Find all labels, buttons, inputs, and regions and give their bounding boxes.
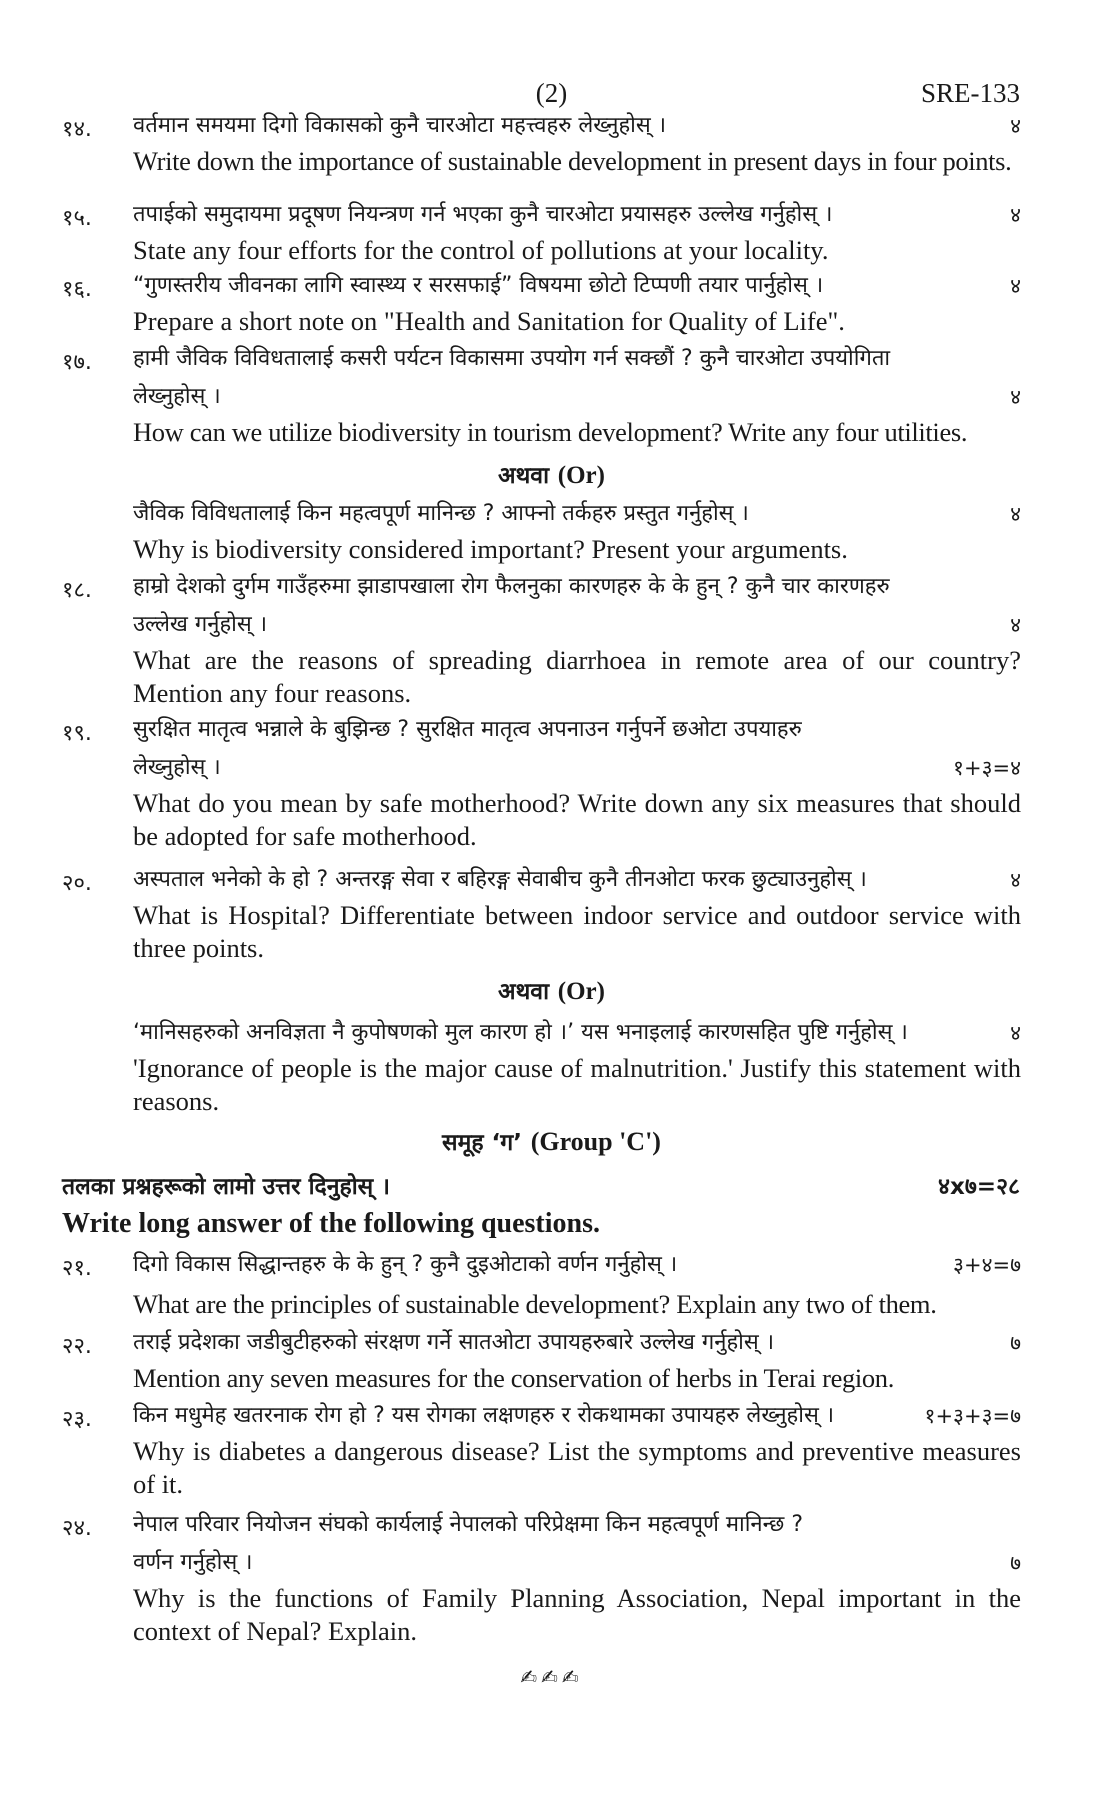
question-text-english: Why is diabetes a dangerous disease? List the symptoms and preventive measures of it. [133, 1436, 1021, 1499]
or-divider [0, 974, 1103, 1006]
question-text-english: What do you mean by safe motherhood? Write down any six measures that should be adopted for safe motherhood. [133, 788, 1021, 851]
question-text-english: Write down the importance of sustainable development in present days in four points. [133, 146, 1012, 176]
question-marks: ७ [1010, 1551, 1021, 1575]
question-text-nepali-line-1: हाम्रो देशको दुर्गम गाउँहरुमा झाडापखाला रोग फैलनुका कारणहरु के के हुन् ? कुनै चार कारणहरु [133, 574, 890, 599]
question-number: १७. [62, 350, 92, 375]
question-text-nepali: “गुणस्तरीय जीवनका लागि स्वास्थ्य र सरसफाई” विषयमा छोटो टिप्पणी तयार पार्नुहोस् । ४ [133, 267, 1021, 305]
question-number: २३. [62, 1407, 92, 1432]
group-instruction-nepali: तलका प्रश्नहरूको लामो उत्तर दिनुहोस् । ४x७=२८ [62, 1169, 1020, 1201]
question-marks: ४ [1010, 868, 1021, 892]
alternative-text-english: 'Ignorance of people is the major cause of malnutrition.' Justify this statement with reasons. [133, 1053, 1021, 1116]
or-label-nepali: अथवा [498, 979, 550, 1005]
question-21 [62, 1246, 1022, 1321]
question-text-nepali: दिगो विकास सिद्धान्तहरु के के हुन् ? कुनै दुइओटाको वर्णन गर्नुहोस् । ३+४=७ [133, 1246, 1021, 1284]
group-heading [0, 1125, 1103, 1157]
question-23 [62, 1397, 1022, 1501]
alternative-text-nepali: जैविक विविधतालाई किन महत्वपूर्ण मानिन्छ ? आफ्नो तर्कहरु प्रस्तुत गर्नुहोस् । ४ [133, 495, 1021, 533]
or-label-nepali: अथवा [498, 463, 550, 489]
page-number: (2) [535, 78, 568, 108]
question-17 [62, 340, 1022, 449]
question-text-english: Mention any seven measures for the conservation of herbs in Terai region. [133, 1363, 894, 1393]
alternative-text-nepali: ‘मानिसहरुको अनविज्ञता नै कुपोषणको मुल कारण हो ।’ यस भनाइलाई कारणसहित पुष्टि गर्नुहोस् । ४ [133, 1014, 1021, 1052]
question-text-nepali-line-1: हामी जैविक विविधतालाई कसरी पर्यटन विकासमा उपयोग गर्न सक्छौं ? कुनै चारओटा उपयोगिता [133, 346, 891, 371]
question-text-nepali: वर्तमान समयमा दिगो विकासको कुनै चारओटा महत्त्वहरु लेख्नुहोस् । ४ [133, 107, 1021, 145]
question-16 [62, 267, 1022, 338]
question-number: १९. [62, 721, 92, 746]
or-divider [0, 458, 1103, 490]
group-instruction-english: Write long answer of the following questions. [62, 1208, 600, 1239]
question-marks: १+३+३=७ [924, 1404, 1021, 1428]
question-text-nepali-line-2: लेख्नुहोस् । १+३=४ [133, 749, 1021, 787]
group-marks: ४x७=२८ [938, 1174, 1020, 1200]
question-text-nepali: तपाईको समुदायमा प्रदूषण नियन्त्रण गर्न भएका कुनै चारओटा प्रयासहरु उल्लेख गर्नुहोस् । ४ [133, 196, 1021, 234]
question-marks: ४ [1010, 114, 1021, 138]
question-text-nepali-line-2: उल्लेख गर्नुहोस् । ४ [133, 606, 1021, 644]
question-text-english: What are the reasons of spreading diarrhoea in remote area of our country? Mention any four reasons. [133, 645, 1021, 708]
alternative-text-english: Why is biodiversity considered important? Present your arguments. [133, 534, 848, 564]
group-heading-nepali: समूह ‘ग’ [442, 1130, 522, 1156]
question-marks: ४ [1010, 203, 1021, 227]
question-22 [62, 1324, 1022, 1395]
question-marks: ४ [1010, 502, 1021, 526]
question-text-nepali-line-1: सुरक्षित मातृत्व भन्नाले के बुझिन्छ ? सुरक्षित मातृत्व अपनाउन गर्नुपर्ने छओटा उपयाहरु [133, 717, 802, 742]
question-text-nepali: अस्पताल भनेको के हो ? अन्तरङ्ग सेवा र बहिरङ्ग सेवाबीच कुनै तीनओटा फरक छुट्याउनुहोस् । ४ [133, 861, 1021, 899]
question-number: २१. [62, 1256, 92, 1281]
or-label-english: (Or) [557, 462, 605, 489]
question-19 [62, 711, 1022, 853]
question-marks: ३+४=७ [953, 1253, 1021, 1277]
question-text-english: Prepare a short note on "Health and Sanitation for Quality of Life". [133, 306, 845, 336]
question-text-english: Why is the functions of Family Planning Association, Nepal important in the context of Nepal? Explain. [133, 1583, 1021, 1646]
or-label-english: (Or) [557, 978, 605, 1005]
question-text-nepali-line-2: वर्णन गर्नुहोस् । ७ [133, 1544, 1021, 1582]
question-text-english: How can we utilize biodiversity in tourism development? Write any four utilities. [133, 417, 968, 447]
question-18 [62, 568, 1022, 710]
question-marks: ४ [1010, 385, 1021, 409]
question-marks: ४ [1010, 1021, 1021, 1045]
question-20 [62, 861, 1022, 965]
question-number: १८. [62, 578, 92, 603]
question-15 [62, 196, 1022, 267]
question-text-english: State any four efforts for the control of pollutions at your locality. [133, 235, 829, 265]
end-of-paper-mark: ✍✍✍ [520, 1665, 583, 1689]
question-text-english: What are the principles of sustainable development? Explain any two of them. [133, 1289, 937, 1319]
question-17-alternative [62, 495, 1022, 566]
question-number: १४. [62, 117, 92, 142]
question-number: १५. [62, 206, 92, 231]
question-text-english: What is Hospital? Differentiate between indoor service and outdoor service with three points. [133, 900, 1021, 963]
group-heading-english: (Group 'C') [530, 1127, 661, 1156]
paper-code: SRE-133 [920, 78, 1020, 108]
question-text-nepali: तराई प्रदेशका जडीबुटीहरुको संरक्षण गर्ने सातओटा उपायहरुबारे उल्लेख गर्नुहोस् । ७ [133, 1324, 1021, 1362]
question-24 [62, 1506, 1022, 1648]
question-number: २४. [62, 1516, 92, 1541]
question-20-alternative [62, 1014, 1022, 1118]
question-text-nepali: किन मधुमेह खतरनाक रोग हो ? यस रोगका लक्षणहरु र रोकथामका उपायहरु लेख्नुहोस् । १+३+३=७ [133, 1397, 1021, 1435]
question-number: २२. [62, 1334, 92, 1359]
question-marks: १+३=४ [953, 756, 1021, 780]
question-marks: ४ [1010, 274, 1021, 298]
question-14 [62, 107, 1022, 178]
question-text-nepali-line-2: लेख्नुहोस् । ४ [133, 378, 1021, 416]
question-number: १६. [62, 277, 92, 302]
question-number: २०. [62, 871, 92, 896]
question-marks: ४ [1010, 613, 1021, 637]
question-marks: ७ [1010, 1331, 1021, 1355]
question-text-nepali-line-1: नेपाल परिवार नियोजन संघको कार्यलाई नेपालको परिप्रेक्षमा किन महत्वपूर्ण मानिन्छ ? [133, 1512, 804, 1537]
